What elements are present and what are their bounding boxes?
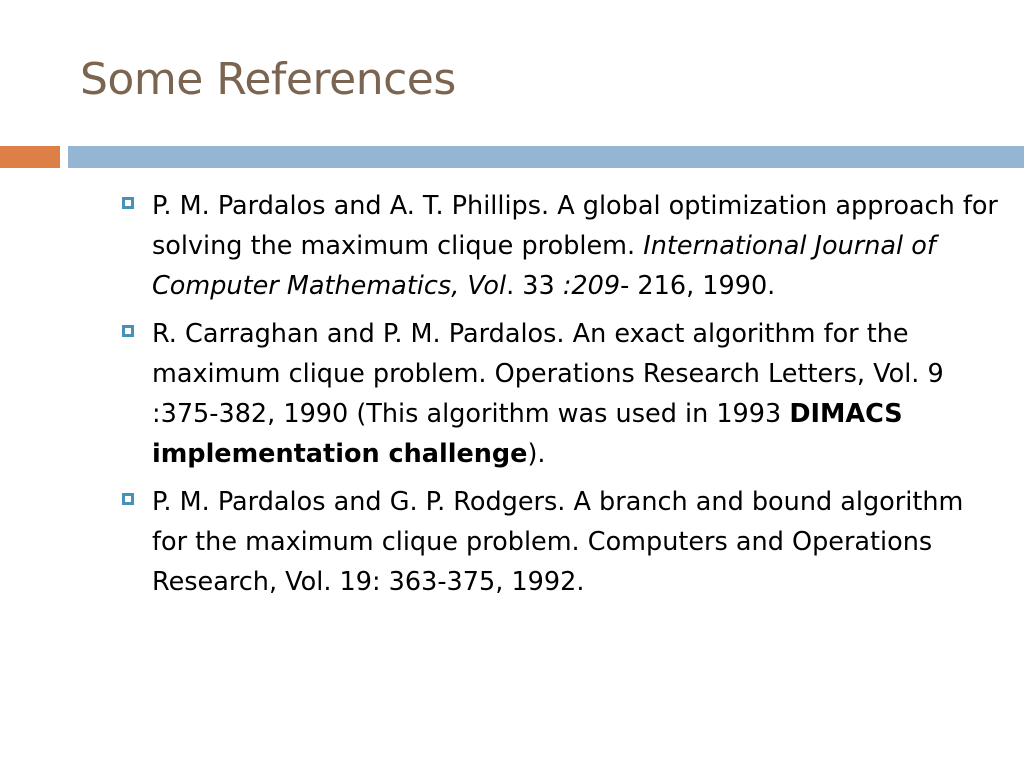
dimacs-highlight: DIMACS implementation challenge — [152, 399, 903, 469]
reference-text: P. M. Pardalos and A. T. Phillips. A global optimization approach for solving the maximum clique problem. — [152, 191, 998, 261]
pages-end: - 216, 1990. — [620, 271, 776, 301]
slide-title: Some References — [80, 54, 456, 105]
square-bullet-icon — [122, 493, 134, 505]
volume-text: . 33 — [506, 271, 563, 301]
reference-item-2 — [118, 314, 998, 474]
accent-bar-orange — [0, 146, 60, 168]
accent-bar-blue — [68, 146, 1024, 168]
square-bullet-icon — [122, 197, 134, 209]
reference-list — [118, 186, 998, 610]
reference-text: R. Carraghan and P. M. Pardalos. An exact algorithm for the maximum clique problem. Operations Research Letters, Vol. 9 :375-382, 1990 (This algorithm was used in 1993 — [152, 319, 944, 429]
reference-text-end: ). — [527, 439, 546, 469]
journal-name: International Journal of Computer Mathematics, Vol — [152, 231, 936, 301]
reference-item-3 — [118, 482, 998, 602]
pages-start: :209 — [562, 271, 621, 301]
reference-text: P. M. Pardalos and G. P. Rodgers. A branch and bound algorithm for the maximum clique problem. Computers and Operations Research, Vol. 19: 363-375, 1992. — [152, 487, 964, 597]
square-bullet-icon — [122, 325, 134, 337]
reference-item-1 — [118, 186, 998, 306]
